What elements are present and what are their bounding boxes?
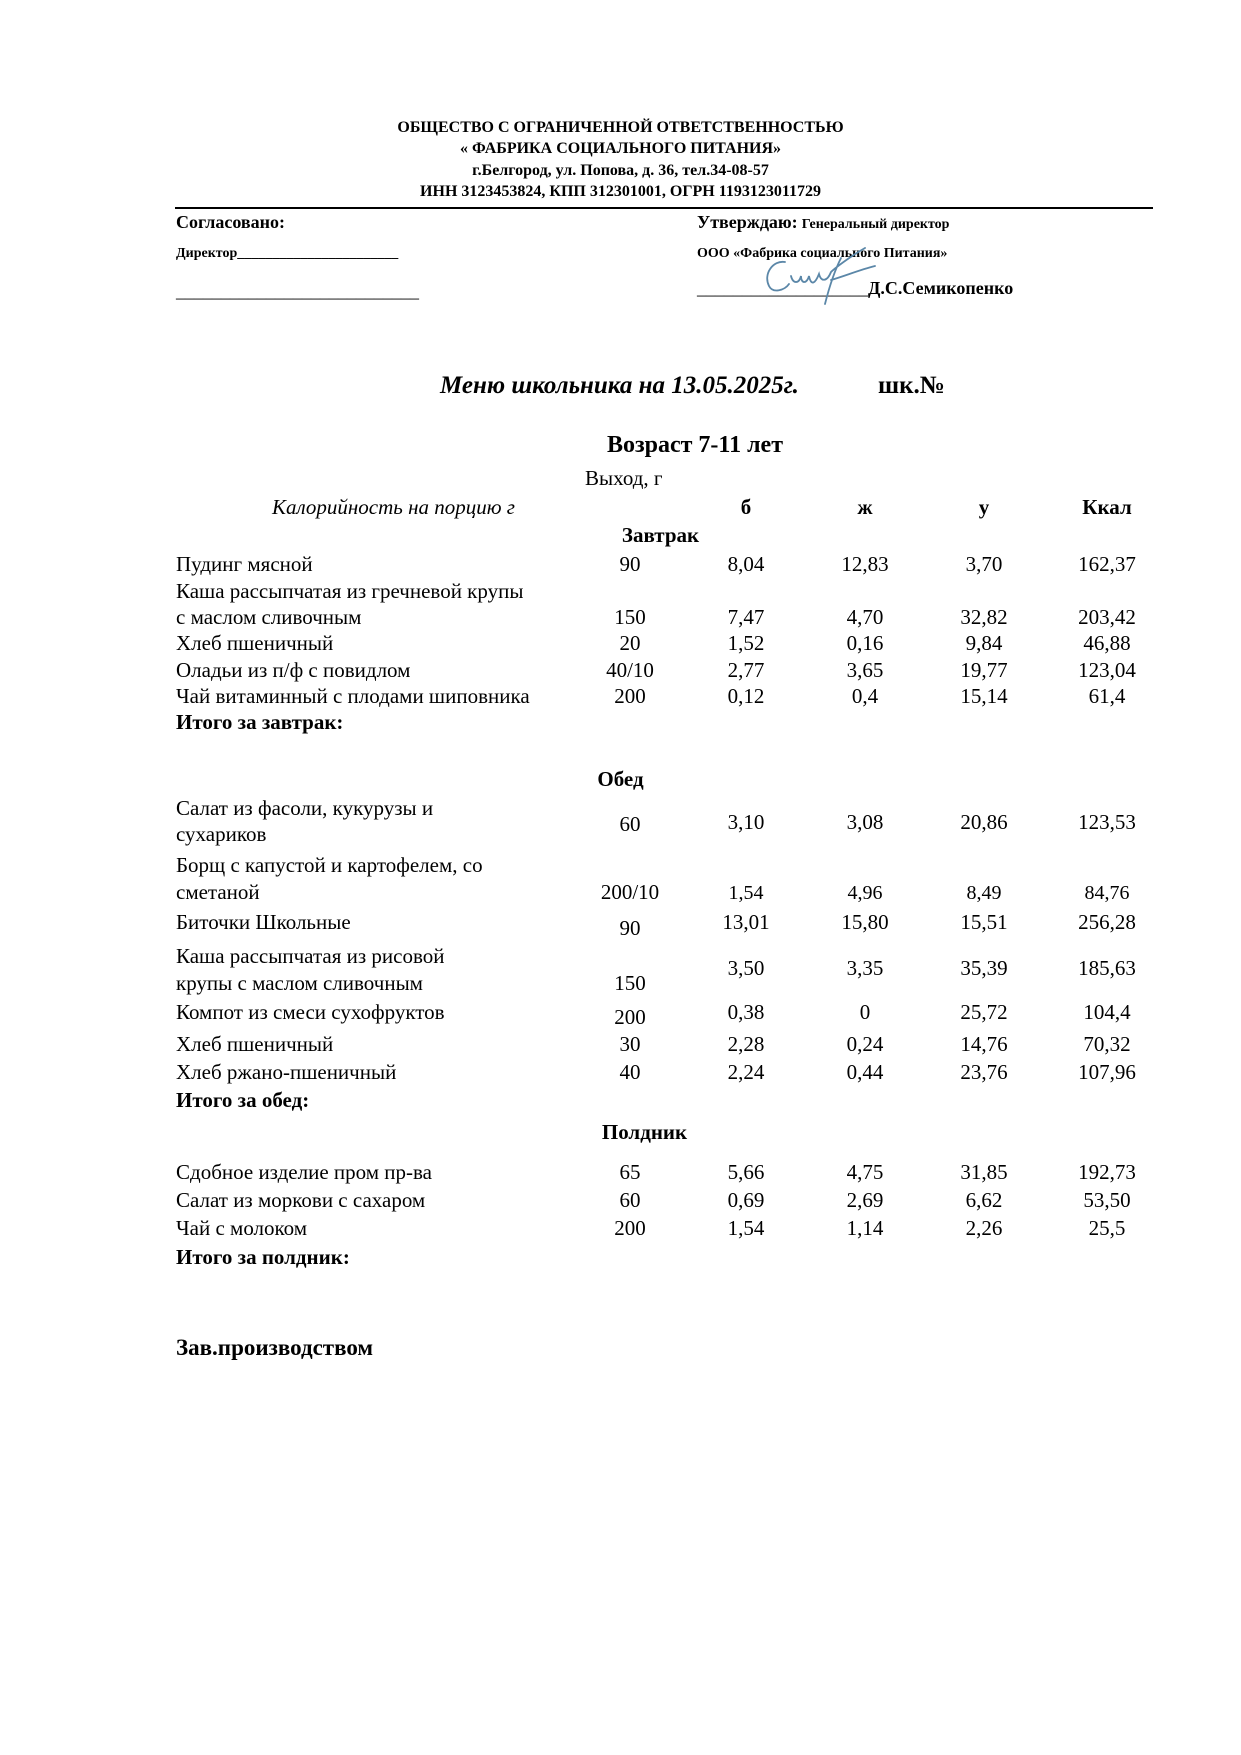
dish-carbs: 31,85	[960, 1160, 1008, 1184]
dish-kcal: 185,63	[1078, 956, 1136, 980]
dish-yield: 65	[619, 1160, 641, 1184]
lunch-total: Итого за обед:	[176, 1088, 310, 1112]
dish-kcal: 104,4	[1083, 1000, 1131, 1024]
dish-fat: 3,08	[846, 810, 884, 834]
blank-signature-line: ___________________________	[176, 281, 419, 301]
dish-name: Сдобное изделие пром пр-ва	[176, 1160, 432, 1184]
org-name-line1: ОБЩЕСТВО С ОГРАНИЧЕННОЙ ОТВЕТСТВЕННОСТЬЮ	[397, 119, 844, 136]
dish-protein: 2,28	[727, 1032, 765, 1056]
column-header-row	[0, 495, 1241, 521]
dish-yield: 90	[619, 552, 641, 576]
dish-protein: 1,52	[727, 631, 765, 655]
dish-protein: 3,50	[727, 956, 765, 980]
dish-fat: 12,83	[841, 552, 889, 576]
section-title-snack: Полдник	[601, 1120, 688, 1144]
dish-name-line1: Борщ с капустой и картофелем, со	[176, 853, 483, 877]
table-row	[0, 880, 1241, 906]
dish-yield: 60	[619, 1188, 641, 1212]
dish-name-line1: Каша рассыпчатая из гречневой крупы	[176, 579, 524, 603]
dish-yield: 20	[619, 631, 641, 655]
dish-fat: 3,65	[846, 658, 884, 682]
dish-carbs: 6,62	[965, 1188, 1003, 1212]
dish-fat: 0	[859, 1000, 871, 1024]
dish-carbs: 9,84	[965, 631, 1003, 655]
dish-protein: 5,66	[727, 1160, 765, 1184]
dish-name: сухариков	[176, 822, 267, 846]
table-row	[0, 1188, 1241, 1214]
dish-yield: 40	[619, 1060, 641, 1084]
director-signature-line: Директор_______________________	[176, 246, 399, 261]
dish-kcal: 203,42	[1078, 605, 1136, 629]
table-row	[0, 631, 1241, 657]
dish-kcal: 70,32	[1083, 1032, 1131, 1056]
table-row	[0, 684, 1241, 710]
dish-protein: 0,38	[727, 1000, 765, 1024]
col-protein: б	[740, 495, 752, 519]
dish-kcal: 123,04	[1078, 658, 1136, 682]
agreed-label: Согласовано:	[176, 212, 285, 232]
table-row	[0, 1000, 1241, 1029]
snack-total: Итого за полдник:	[176, 1245, 350, 1269]
approve-signature-line: ___________________	[697, 278, 868, 298]
dish-fat: 15,80	[841, 910, 889, 934]
dish-fat: 4,75	[846, 1160, 884, 1184]
dish-carbs: 25,72	[960, 1000, 1008, 1024]
table-row	[0, 552, 1241, 578]
dish-name: Хлеб ржано-пшеничный	[176, 1060, 397, 1084]
dish-fat: 0,44	[846, 1060, 884, 1084]
org-requisites: ИНН 3123453824, КПП 312301001, ОГРН 1193123011729	[420, 183, 821, 200]
dish-fat: 4,96	[847, 882, 883, 904]
dish-carbs: 8,49	[966, 882, 1002, 904]
approve-label: Утверждаю:	[697, 212, 798, 232]
dish-protein: 13,01	[722, 910, 770, 934]
approve-name: Д.С.Семикопенко	[868, 278, 1014, 298]
dish-kcal: 25,5	[1088, 1216, 1126, 1240]
dish-carbs: 15,51	[960, 910, 1008, 934]
dish-yield: 200/10	[600, 880, 660, 904]
table-row	[0, 1216, 1241, 1242]
approve-org: ООО «Фабрика социального Питания»	[697, 246, 948, 261]
dish-yield: 150	[614, 971, 646, 995]
col-kcal: Ккал	[1082, 495, 1132, 519]
dish-yield: 30	[619, 1032, 641, 1056]
section-title-breakfast: Завтрак	[621, 523, 700, 547]
dish-kcal: 123,53	[1078, 810, 1136, 834]
dish-kcal: 84,76	[1084, 882, 1130, 904]
dish-carbs: 23,76	[960, 1060, 1008, 1084]
dish-yield: 150	[614, 605, 646, 629]
dish-protein: 0,12	[727, 684, 765, 708]
table-row	[0, 910, 1241, 940]
dish-protein: 8,04	[727, 552, 765, 576]
dish-name: с маслом сливочным	[176, 605, 362, 629]
dish-kcal: 256,28	[1078, 910, 1136, 934]
school-number: шк.№	[878, 372, 945, 399]
dish-name: Оладьи из п/ф с повидлом	[176, 658, 411, 682]
dish-protein: 2,24	[727, 1060, 765, 1084]
dish-yield: 40/10	[606, 658, 654, 682]
org-address: г.Белгород, ул. Попова, д. 36, тел.34-08-57	[472, 162, 769, 179]
dish-carbs: 19,77	[960, 658, 1008, 682]
dish-fat: 2,69	[846, 1188, 884, 1212]
dish-name: Чай с молоком	[176, 1216, 308, 1240]
dish-protein: 1,54	[727, 1216, 765, 1240]
production-head-label: Зав.производством	[176, 1335, 374, 1360]
table-row	[0, 1160, 1241, 1186]
yield-label: Выход, г	[585, 466, 663, 490]
dish-carbs: 2,26	[965, 1216, 1003, 1240]
dish-protein: 2,77	[727, 658, 765, 682]
dish-fat: 0,16	[846, 631, 884, 655]
dish-fat: 1,14	[846, 1216, 884, 1240]
dish-kcal: 53,50	[1083, 1188, 1131, 1212]
dish-yield: 60	[619, 812, 641, 836]
dish-name: Чай витаминный с плодами шиповника	[176, 684, 530, 708]
age-group: Возраст 7-11 лет	[606, 432, 783, 458]
header-divider	[175, 207, 1153, 209]
dish-name: сметаной	[176, 880, 260, 904]
approve-role: Генеральный директор	[801, 217, 950, 232]
org-name-line2: « ФАБРИКА СОЦИАЛЬНОГО ПИТАНИЯ»	[459, 140, 782, 157]
dish-protein: 1,54	[728, 882, 764, 904]
section-title-lunch: Обед	[597, 767, 644, 791]
dish-fat: 3,35	[846, 956, 884, 980]
dish-kcal: 61,4	[1088, 684, 1126, 708]
dish-protein: 7,47	[727, 605, 765, 629]
dish-kcal: 162,37	[1078, 552, 1136, 576]
dish-name: крупы с маслом сливочным	[176, 971, 423, 995]
dish-name: Салат из моркови с сахаром	[176, 1188, 426, 1212]
dish-yield: 90	[619, 916, 641, 940]
dish-yield: 200	[614, 684, 646, 708]
dish-yield: 200	[614, 1005, 646, 1029]
dish-protein: 0,69	[727, 1188, 765, 1212]
col-carbs: у	[978, 495, 990, 519]
table-row	[0, 1032, 1241, 1058]
table-row	[0, 658, 1241, 684]
dish-name: Хлеб пшеничный	[176, 631, 334, 655]
dish-carbs: 20,86	[960, 810, 1008, 834]
dish-kcal: 107,96	[1078, 1060, 1136, 1084]
dish-kcal: 46,88	[1083, 631, 1131, 655]
dish-carbs: 3,70	[965, 552, 1003, 576]
table-row	[0, 810, 1241, 848]
dish-name: Хлеб пшеничный	[176, 1032, 334, 1056]
dish-name-line1: Салат из фасоли, кукурузы и	[176, 796, 434, 820]
menu-title: Меню школьника на 13.05.2025г.	[440, 372, 799, 399]
dish-name: Пудинг мясной	[176, 552, 313, 576]
dish-fat: 0,4	[851, 684, 879, 708]
dish-protein: 3,10	[727, 810, 765, 834]
dish-fat: 4,70	[846, 605, 884, 629]
dish-name: Компот из смеси сухофруктов	[176, 1000, 445, 1024]
approve-block	[697, 212, 949, 233]
dish-carbs: 35,39	[960, 956, 1008, 980]
dish-carbs: 32,82	[960, 605, 1008, 629]
dish-name-line1: Каша рассыпчатая из рисовой	[176, 944, 445, 968]
dish-carbs: 14,76	[960, 1032, 1008, 1056]
signature-image	[755, 240, 885, 320]
dish-kcal: 192,73	[1078, 1160, 1136, 1184]
dish-fat: 0,24	[846, 1032, 884, 1056]
dish-yield: 200	[614, 1216, 646, 1240]
breakfast-total: Итого за завтрак:	[176, 710, 344, 734]
dish-name: Биточки Школьные	[176, 910, 351, 934]
table-row	[0, 1060, 1241, 1086]
calories-label: Калорийность на порцию г	[272, 495, 515, 519]
table-row	[0, 605, 1241, 631]
dish-carbs: 15,14	[960, 684, 1008, 708]
col-fat: ж	[857, 495, 873, 519]
